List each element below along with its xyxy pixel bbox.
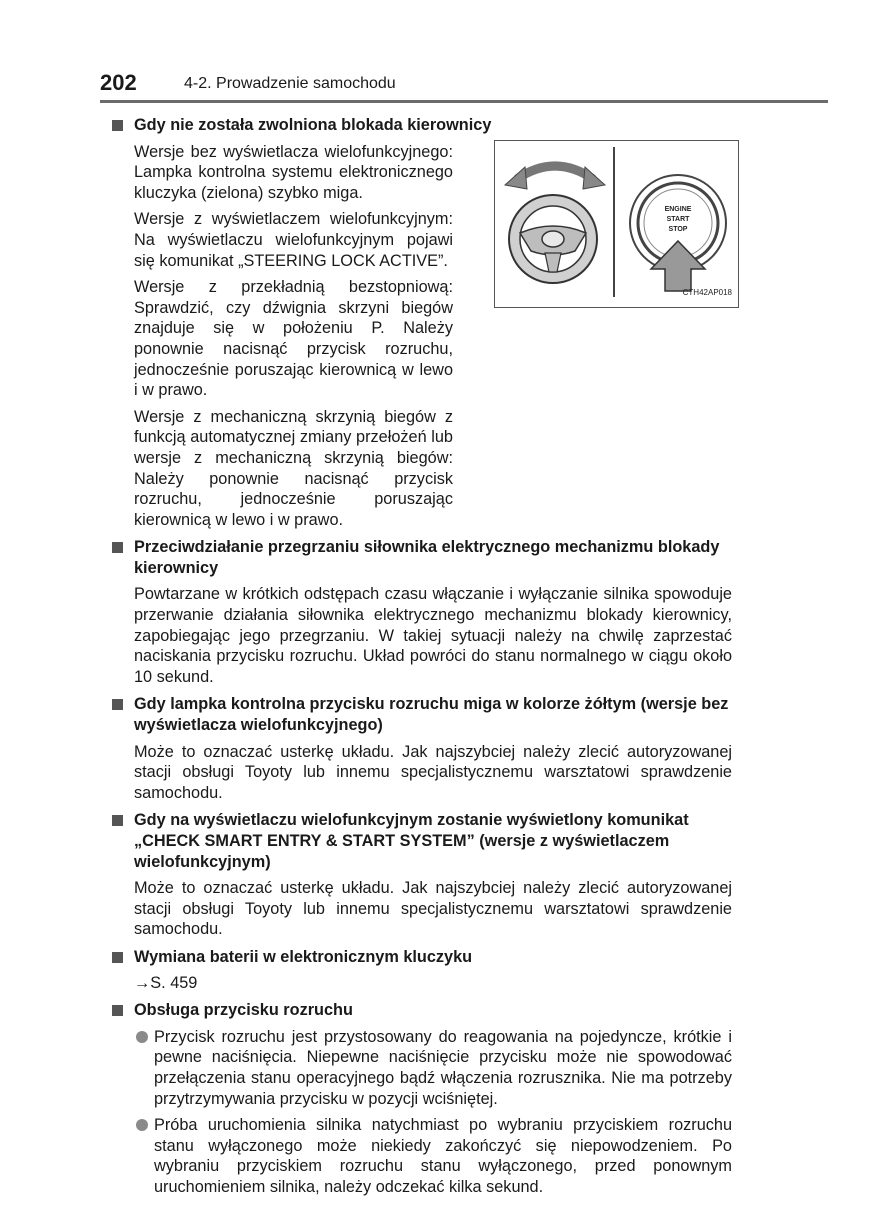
square-bullet-icon bbox=[112, 1005, 123, 1016]
section-body bbox=[112, 142, 453, 531]
round-bullet-icon bbox=[136, 1031, 148, 1043]
paragraph: Wersje z przekładnią bezstopniową: Sprawdzić, czy dźwignia skrzyni biegów znajduje się w położeniu P. Należy ponownie nacisnąć przycisk rozruchu, jednocześnie poruszając kierownicą w lewo i w prawo. bbox=[134, 278, 453, 400]
arrow-head-right bbox=[583, 167, 605, 189]
round-bullet-icon bbox=[136, 1119, 148, 1131]
section-check-system bbox=[112, 810, 732, 940]
arrow-head-left bbox=[505, 167, 527, 189]
section-heading: Obsługa przycisku rozruchu bbox=[112, 1000, 732, 1021]
paragraph: Wersje z mechaniczną skrzynią biegów z funkcją automatycznej zmiany przełożeń lub wersje z mechaniczną skrzynią biegów: Należy ponownie nacisnąć przycisk rozruchu, jednocześnie poruszając kierownicą w lewo i w prawo. bbox=[134, 407, 453, 529]
list-item: Przycisk rozruchu jest przystosowany do reagowania na pojedyncze, krótkie i pewne naciśnięcia. Niepewne naciśnięcie przycisku może nie spowodować przełączenia stanu operacyjnego bądź włączenia rozrusznika. Nie ma potrzeby przytrzymywania przycisku w pozycji wciśniętej. bbox=[112, 1027, 732, 1109]
chapter-title: 4-2. Prowadzenie samochodu bbox=[184, 75, 396, 92]
steering-wheel-icon bbox=[509, 195, 597, 283]
section-battery bbox=[112, 947, 732, 993]
section-heading: Gdy lampka kontrolna przycisku rozruchu miga w kolorze żółtym (wersje bez wyświetlacza wielofunkcyjnego) bbox=[112, 694, 732, 735]
section-heading: Gdy nie została zwolniona blokada kierownicy bbox=[112, 115, 732, 136]
square-bullet-icon bbox=[112, 815, 123, 826]
figure-illustration bbox=[495, 141, 738, 307]
page-reference-link[interactable]: →S. 459 bbox=[134, 973, 198, 992]
paragraph: Może to oznaczać usterkę układu. Jak najszybciej należy zlecić autoryzowanej stacji obsługi Toyoty lub innemu specjalistycznemu warsztatowi sprawdzenie samochodu. bbox=[134, 879, 732, 939]
paragraph: Może to oznaczać usterkę układu. Jak najszybciej należy zlecić autoryzowanej stacji obsługi Toyoty lub innemu specjalistycznemu warsztatowi sprawdzenie samochodu. bbox=[134, 742, 732, 802]
button-label-line: START bbox=[666, 216, 690, 223]
steering-start-button-figure bbox=[494, 140, 739, 308]
paragraph: Wersje bez wyświetlacza wielofunkcyjnego: Lampka kontrolna systemu elektronicznego kluczyka (zielona) szybko miga. bbox=[134, 142, 453, 202]
section-heading: Przeciwdziałanie przegrzaniu siłownika elektrycznego mechanizmu blokady kierownicy bbox=[112, 537, 732, 578]
header-divider bbox=[100, 100, 828, 103]
figure-code: CTH42AP018 bbox=[682, 288, 732, 298]
page-number: 202 bbox=[100, 70, 137, 95]
paragraph: Powtarzane w krótkich odstępach czasu włączanie i wyłączanie silnika spowoduje przerwanie działania siłownika elektrycznego mechanizmu blokady kierownicy, zapobiegając jego przegrzaniu. W takiej sytuacji należy na chwilę zaprzestać naciskania przycisku rozruchu. Układ powróci do stanu normalnego w ciągu około 10 sekund. bbox=[134, 585, 732, 686]
square-bullet-icon bbox=[112, 120, 123, 131]
square-bullet-icon bbox=[112, 699, 123, 710]
page-content bbox=[112, 115, 732, 1205]
section-heading: Gdy na wyświetlaczu wielofunkcyjnym zostanie wyświetlony komunikat „CHECK SMART ENTRY & START SYSTEM” (wersje z wyświetlaczem wielofunkcyjnym) bbox=[112, 810, 732, 872]
section-steering-lock bbox=[112, 115, 732, 530]
section-heading: Wymiana baterii w elektronicznym kluczyku bbox=[112, 947, 732, 968]
section-indicator-yellow bbox=[112, 694, 732, 803]
section-button-operation bbox=[112, 1000, 732, 1197]
button-label-line: ENGINE bbox=[664, 206, 692, 213]
square-bullet-icon bbox=[112, 542, 123, 553]
section-overheat bbox=[112, 537, 732, 687]
square-bullet-icon bbox=[112, 952, 123, 963]
paragraph: Wersje z wyświetlaczem wielofunkcyjnym: Na wyświetlaczu wielofunkcyjnym pojawi się komunikat „STEERING LOCK ACTIVE”. bbox=[134, 210, 453, 270]
rotate-arrow-icon bbox=[517, 166, 593, 179]
list-item: Próba uruchomienia silnika natychmiast po wybraniu przyciskiem rozruchu stanu wyłączonego może niekiedy zakończyć się niepowodzeniem. Po wybraniu przyciskiem rozruchu stanu wyłączonego, przed ponownym uruchomieniem silnika, należy odczekać kilka sekund. bbox=[112, 1115, 732, 1197]
button-label-line: STOP bbox=[668, 226, 688, 233]
